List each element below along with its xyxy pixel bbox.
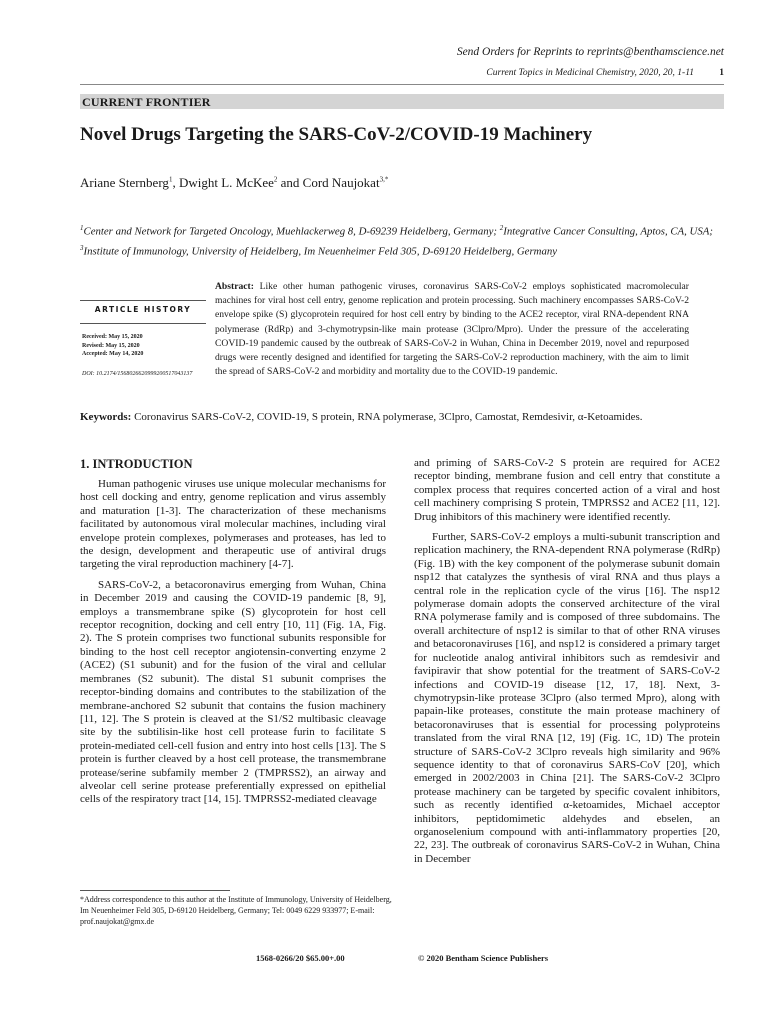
article-title: Novel Drugs Targeting the SARS-CoV-2/COVID-19 Machinery [80, 124, 593, 145]
author-sup: 3,* [379, 175, 389, 184]
paragraph: SARS-CoV-2, a betacoronavirus emerging from Wuhan, China in December 2019 and causing the COVID-19 pandemic [8, 9], employs a transmembrane spike (S) glycoprotein for host cell receptor recognition, docking and cell entry [10, 11] (Fig. 1A, Fig. 2). The S protein comprises two functional subunits responsible for binding to the host cell receptor angiotensin-converting enzyme 2 (ACE2) (S1 subunit) and for the fusion of the viral and cellular membranes (S2 subunit). The distal S1 subunit comprises the receptor-binding domains and contributes to the stabilization of the membrane-anchored S2 subunit that contains the fusion machinery [11, 12]. The S protein is cleaved at the S1/S2 multibasic cleavage site by the subtilisin-like host cell protease furin to facilitate S protein-mediated cell-cell fusion and entry into host cells [13]. The S protein is further cleaved by a host cell protease, the transmembrane protease/serine subfamily member 2 (TMPRSS2), an airway and alveolar cell serine protease preferentially expressed on epithelial cells of the respiratory tract [14, 15]. TMPRSS2-mediated cleavage [80, 578, 386, 806]
author-sup: 1 [168, 175, 173, 184]
article-dates [82, 333, 143, 359]
left-column [80, 478, 386, 814]
affil-text: Center and Network for Targeted Oncology, Muehlackerweg 8, D-69239 Heidelberg, Germany; [83, 225, 500, 238]
affil-text: Integrative Cancer Consulting, Aptos, CA, USA; [503, 225, 713, 238]
page-number: 1 [719, 68, 724, 78]
issn-price: 1568-0266/20 $65.00+.00 [256, 953, 345, 963]
abstract-text: Like other human pathogenic viruses, coronavirus SARS-CoV-2 employs sophisticated macromolecular machines for viral host cell entry, genome replication and protein processing. Such machinery encompasses SARS-CoV-2 envelope spike (S) glycoprotein required for host cell entry by binding to the ACE2 receptor, viral RNA-dependent RNA polymerase (RdRp) and 3-chymotrypsin-like main protease (3Clpro/Mpro). Under the pressure of the accelerating COVID-19 pandemic caused by the outbreak of SARS-CoV-2 in Wuhan, China in December 2019, novel and repurposed drugs were recently designed and identified for targeting the SARS-CoV-2 reproduction machinery, with the aim to limit the spread of SARS-CoV-2 and morbidity and mortality due to the COVID-19 pandemic. [215, 281, 689, 378]
correspondence-footnote: *Address correspondence to this author at the Institute of Immunology, University of Heidelberg, Im Neuenheimer Feld 305, D-69120 Heidelberg, Germany; Tel: 0049 6229 933977; E-mail: prof.naujokat@gmx.de [80, 895, 392, 927]
accepted-date: Accepted: May 14, 2020 [82, 351, 144, 357]
doi[interactable]: DOI: 10.2174/1568026620999200517043137 [82, 371, 193, 377]
right-column [414, 457, 720, 873]
section-label: CURRENT FRONTIER [82, 95, 211, 109]
keywords-text: Coronavirus SARS-CoV-2, COVID-19, S protein, RNA polymerase, 3Clpro, Camostat, Remdesivir, α-Ketoamides. [131, 411, 643, 423]
received-date: Received: May 15, 2020 [82, 334, 143, 340]
abstract [215, 280, 689, 379]
intro-heading: 1. INTRODUCTION [80, 457, 193, 471]
affil-sup: 1 [80, 224, 84, 232]
affil-sup: 3 [80, 243, 84, 252]
keywords [80, 410, 725, 426]
affiliations [80, 220, 725, 259]
paragraph: Human pathogenic viruses use unique molecular mechanisms for host cell docking and entry, genome replication and virus assembly and maturation [1-3]. The characterization of these mechanisms facilitated by autonomous viral molecular machines, including viral envelope protein complexes, polymerases and proteases, has led to the design, development and therapeutic use of antiviral drugs targeting the viral reproduction machinery [4-7]. [80, 478, 386, 571]
author-name: , Dwight L. McKee [172, 175, 274, 190]
author-list [80, 175, 388, 191]
author-name: Ariane Sternberg [80, 175, 169, 190]
affil-text: Institute of Immunology, University of Heidelberg, Im Neuenheimer Feld 305, D-69120 Heidelberg, Germany [83, 245, 558, 258]
abstract-label: Abstract: [215, 281, 254, 292]
paragraph: and priming of SARS-CoV-2 S protein are required for ACE2 receptor binding, membrane fusion and cell entry that constitute a complex process that requires concerted action of a viral and host cell machinery comprising S protein, TMPRSS2 and ACE2 [11, 12]. Drug inhibitors of this machinery were identified recently. [414, 457, 720, 523]
copyright: © 2020 Bentham Science Publishers [418, 953, 549, 963]
author-name: and Cord Naujokat [277, 175, 380, 190]
revised-date: Revised: May 15, 2020 [82, 342, 140, 349]
footnote-rule [80, 890, 230, 891]
paragraph: Further, SARS-CoV-2 employs a multi-subunit transcription and replication machinery, the RNA-dependent RNA polymerase (RdRp) (Fig. 1B) with the key component of the polymerase subunit domain nsp12 that catalyzes the synthesis of viral RNA and thus plays a central role in the replication cycle of the virus [16]. The nsp12 polymerase domain adopts the conserved architecture of the viral RNA polymerase family and is composed of three subdomains. The overall architecture of nsp12 is similar to that of other RNA viruses and betacoronaviruses [16], and nsp12 is considered a primary target for nucleotide analog antiviral inhibitors such as remdesivir and favipiravir that show potential for the treatment of SARS-CoV-2 infections and COVID-19 disease [12, 17, 18]. Next, 3-chymotrypsin-like protease 3Clpro (also termed Mpro), along with papain-like proteases, constitute the main protease machinery of betacoronaviruses that is essential for processing polyproteins translated from the viral RNA [12, 19] (Fig. 1C, 1D) The protein structure of SARS-CoV-2 3Clpro reveals high similarity and 96% sequence identity to that of coronavirus SARS-CoV [20], which emerged in 2002/2003 in China [21]. The SARS-CoV-2 3Clpro protease machinery can be targeted by specific covalent inhibitors, such as recently identified α-ketoamides, Michael acceptor inhibitors, peptidomimetic aldehydes and ebselen, an organoselenium compound with anti-inflammatory properties [20, 22, 23]. The outbreak of coronavirus SARS-CoV-2 in Wuhan, China in December [414, 531, 720, 865]
journal-citation [224, 68, 724, 78]
header-rule [80, 84, 724, 85]
affil-sup: 2 [499, 224, 504, 232]
keywords-label: Keywords: [80, 411, 132, 423]
journal-name: Current Topics in Medicinal Chemistry, 2020, 20, 1-11 [486, 68, 694, 78]
author-sup: 2 [273, 175, 278, 184]
article-history-title: ARTICLE HISTORY [94, 305, 192, 314]
reprints-notice: Send Orders for Reprints to reprints@benthamscience.net [456, 46, 724, 58]
